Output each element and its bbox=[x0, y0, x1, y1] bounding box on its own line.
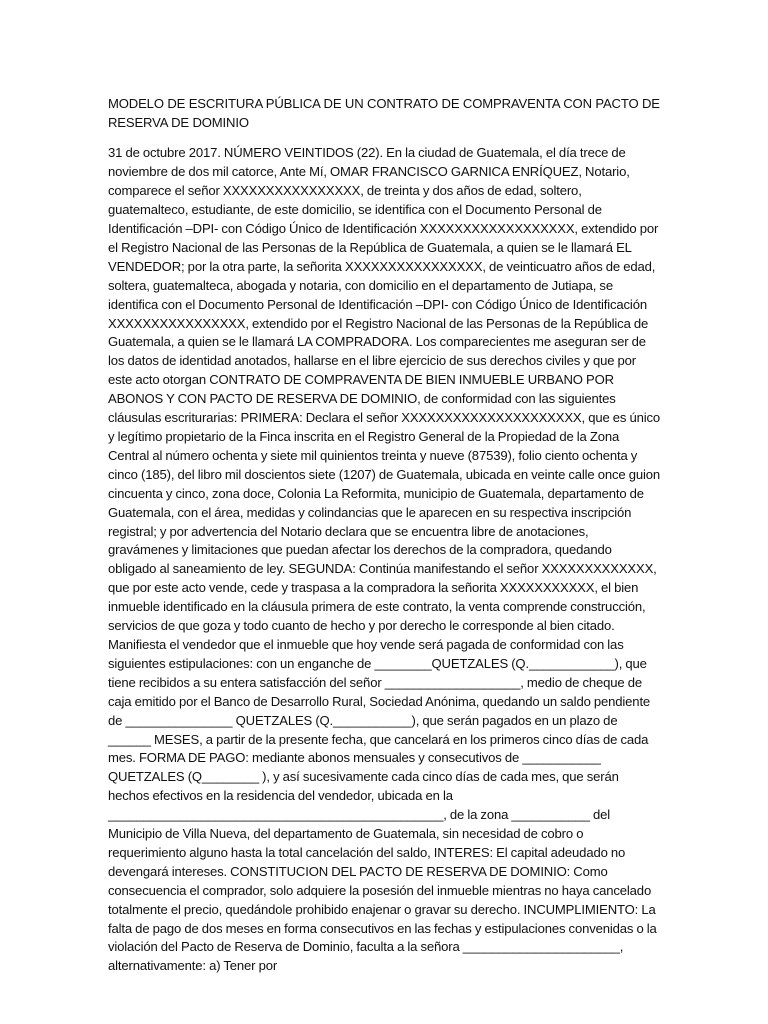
document-title: MODELO DE ESCRITURA PÚBLICA DE UN CONTRATO DE COMPRAVENTA CON PACTO DE RESERVA DE DOMINIO bbox=[108, 96, 660, 131]
document-body: 31 de octubre 2017. NÚMERO VEINTIDOS (22). En la ciudad de Guatemala, el día trece de noviembre de dos mil catorce, Ante Mí, OMAR FRANCISCO GARNICA ENRÍQUEZ, Notario, comparece el señor XXXXXXXXXXXXXXXX, de treinta y dos años de edad, soltero, guatemalteco, estudiante, de este domicilio, se identifica con el Documento Personal de Identificación –DPI- con Código Único de Identificación XXXXXXXXXXXXXXXXXX, extendido por el Registro Nacional de las Personas de la República de Guatemala, a quien se le llamará EL VENDEDOR; por la otra parte, la señorita XXXXXXXXXXXXXXXX, de veinticuatro años de edad, soltera, guatemalteca, abogada y notaria, con domicilio en el departamento de Jutiapa, se identifica con el Documento Personal de Identificación –DPI- con Código Único de Identificación XXXXXXXXXXXXXXXX, extendido por el Registro Nacional de las Personas de la República de Guatemala, a quien se le llamará LA COMPRADORA. Los comparecientes me aseguran ser de los datos de identidad anotados, hallarse en el libre ejercicio de sus derechos civiles y que por este acto otorgan CONTRATO DE COMPRAVENTA DE BIEN INMUEBLE URBANO POR ABONOS Y CON PACTO DE RESERVA DE DOMINIO, de conformidad con las siguientes cláusulas escriturarias: PRIMERA: Declara el señor XXXXXXXXXXXXXXXXXXXXX, que es único y legítimo propietario de la Finca inscrita en el Registro General de la Propiedad de la Zona Central al número ochenta y siete mil quinientos treinta y nueve (87539), folio ciento ochenta y cinco (185), del libro mil doscientos siete (1207) de Guatemala, ubicada en veinte calle once guion cincuenta y cinco, zona doce, Colonia La Reformita, municipio de Guatemala, departamento de Guatemala, con el área, medidas y colindancias que le aparecen en su respectiva inscripción registral; y por advertencia del Notario declara que se encuentra libre de anotaciones, gravámenes y limitaciones que puedan afectar los derechos de la compradora, quedando obligado al saneamiento de ley. SEGUNDA: Continúa manifestando el señor XXXXXXXXXXXXX, que por este acto vende, cede y traspasa a la compradora la señorita XXXXXXXXXXX, el bien inmueble identificado en la cláusula primera de este contrato, la venta comprende construcción, servicios de que goza y todo cuanto de hecho y por derecho le corresponde al bien citado. Manifiesta el vendedor que el inmueble que hoy vende será pagada de conformidad con las siguientes estipulaciones: con un enganche de ________QUETZALES (Q.____________), que tiene recibidos a su entera satisfacción del señor ___________________, medio de cheque de caja emitido por el Banco de Desarrollo Rural, Sociedad Anónima, quedando un saldo pendiente de _______________ QUETZALES (Q.___________), que serán pagados en un plazo de ______ MESES, a partir de la presente fecha, que cancelará en los primeros cinco días de cada mes. FORMA DE PAGO: mediante abonos mensuales y consecutivos de ___________ QUETZALES (Q________ ), y así sucesivamente cada cinco días de cada mes, que serán hechos efectivos en la residencia del vendedor, ubicada en la _______________________________________________, de la zona ___________ del Municipio de Villa Nueva, del departamento de Guatemala, sin necesidad de cobro o requerimiento alguno hasta la total cancelación del saldo, INTERES: El capital adeudado no devengará intereses. CONSTITUCION DEL PACTO DE RESERVA DE DOMINIO: Como consecuencia el comprador, solo adquiere la posesión del inmueble mientras no haya cancelado totalmente el precio, quedándole prohibido enajenar o gravar su derecho. INCUMPLIMIENTO: La falta de pago de dos meses en forma consecutivos en las fechas y estipulaciones convenidas o la violación del Pacto de Reserva de Dominio, faculta a la señora ______________________, alternativamente: a) Tener por bbox=[108, 145, 661, 974]
